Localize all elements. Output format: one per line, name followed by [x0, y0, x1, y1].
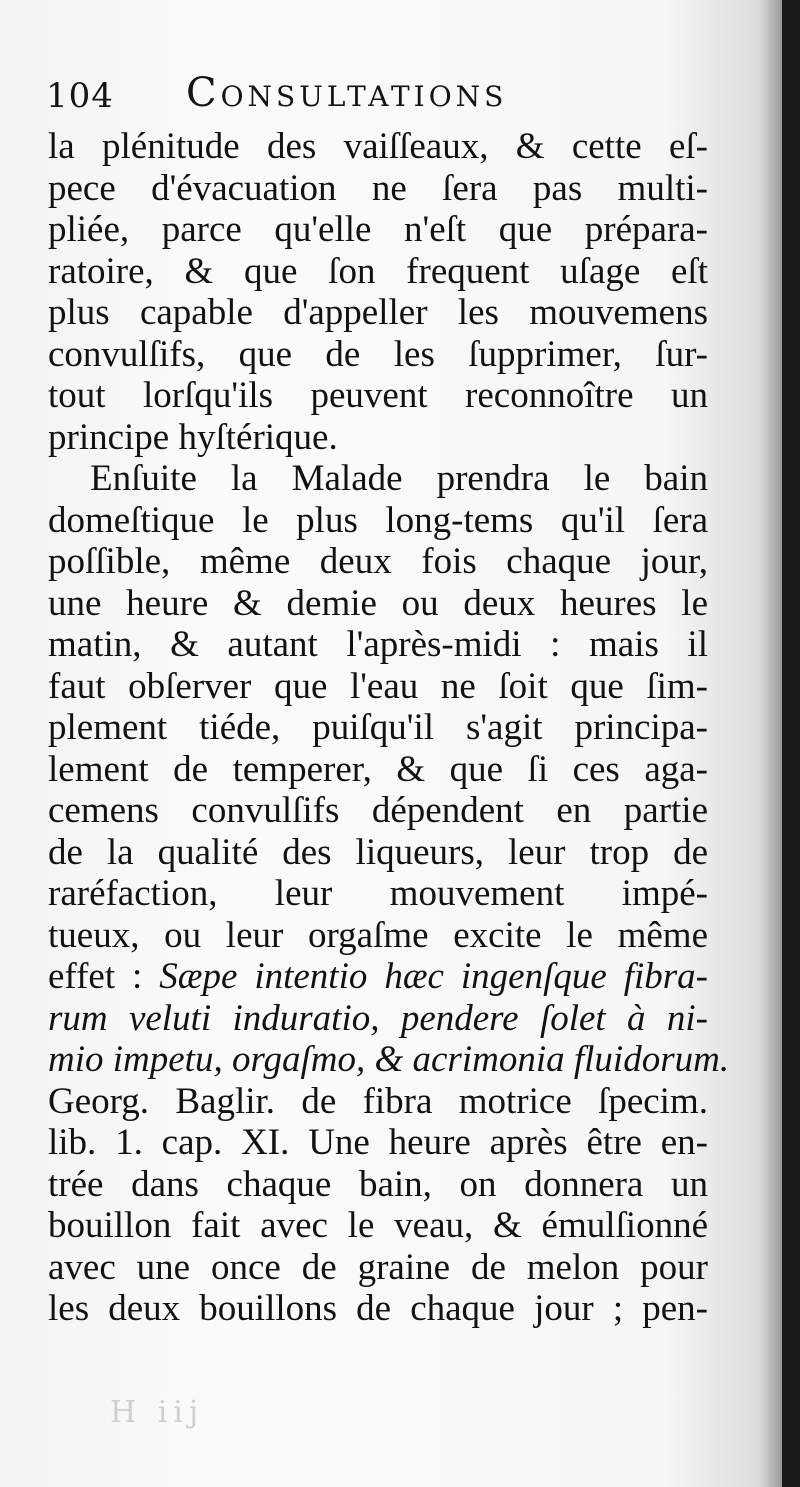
text-line: plus capable d'appeller les mouvemens — [48, 292, 708, 333]
text-line: cemens convulſifs dépendent en partie — [48, 790, 708, 831]
running-title: Consultations — [186, 70, 508, 116]
bleed-through-signature: H iij — [110, 1395, 205, 1430]
text-line: avec une once de graine de melon pour — [48, 1246, 708, 1288]
text-line: matin, & autant l'après-midi : mais il — [48, 624, 708, 665]
text-line: Georg. Baglir. de fibra motrice ſpecim. — [48, 1080, 708, 1122]
text-line: de la qualité des liqueurs, leur trop de — [48, 831, 708, 873]
text-line: bouillon fait avec le veau, & émulſionné — [48, 1205, 708, 1246]
text-line: convulſifs, que de les ſupprimer, ſur- — [48, 333, 708, 375]
text-line: une heure & demie ou deux heures le — [48, 582, 708, 624]
latin-quotation: rum veluti induratio, pendere ſolet à ni- — [48, 997, 708, 1039]
text-line: raréfaction, leur mouvement impé- — [48, 873, 708, 914]
text-line-mixed — [48, 956, 708, 998]
text-line: poſſible, même deux fois chaque jour, — [48, 541, 708, 582]
page-number: 104 — [46, 76, 114, 116]
text-line: faut obſerver que l'eau ne ſoit que ſim- — [48, 665, 708, 707]
text-line: Enſuite la Malade prendra le bain — [90, 458, 708, 499]
text-run: effet : — [48, 956, 143, 997]
text-line: principe hyſtérique. — [48, 416, 338, 458]
text-line: ratoire, & que ſon frequent uſage eſt — [48, 250, 708, 292]
body-text — [48, 126, 730, 1330]
text-line: la plénitude des vaiſſeaux, & cette eſ- — [48, 126, 708, 167]
text-line: tueux, ou leur orgaſme excite le même — [48, 914, 708, 956]
text-line: lement de temperer, & que ſi ces aga- — [48, 748, 708, 790]
latin-quotation: Sæpe intentio hæc ingenſque fibra- — [159, 956, 708, 997]
text-line: pliée, parce qu'elle n'eſt que prépara- — [48, 209, 708, 250]
latin-quotation: mio impetu, orgaſmo, & acrimonia fluidorum. — [48, 1039, 730, 1080]
page-header — [46, 70, 706, 130]
text-line: pece d'évacuation ne ſera pas multi- — [48, 167, 708, 209]
text-line: tout lorſqu'ils peuvent reconnoître un — [48, 375, 708, 416]
text-line: domeſtique le plus long-tems qu'il ſera — [48, 499, 708, 541]
text-line: plement tiéde, puiſqu'il s'agit principa- — [48, 707, 708, 748]
text-line: les deux bouillons de chaque jour ; pen- — [48, 1288, 708, 1329]
text-line: trée dans chaque bain, on donnera un — [48, 1163, 708, 1205]
text-line: lib. 1. cap. XI. Une heure après être en- — [48, 1122, 708, 1163]
